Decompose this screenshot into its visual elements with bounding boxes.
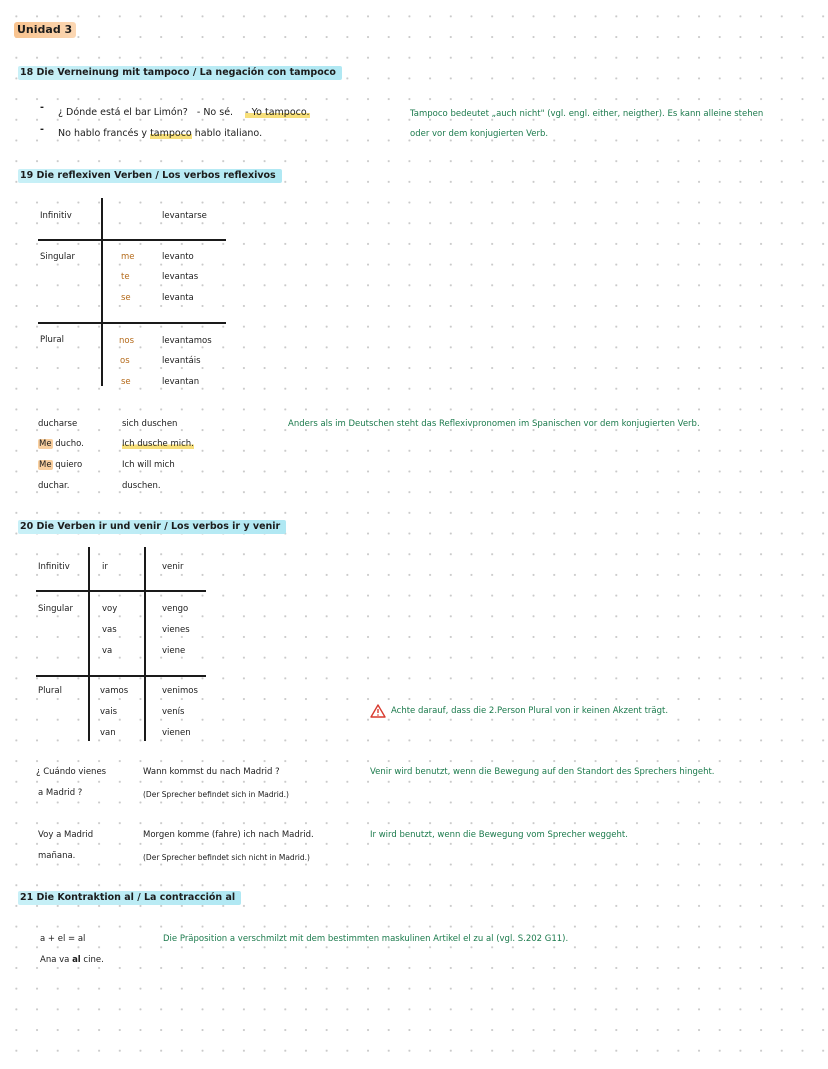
s18-ex2-pre: No hablo francés y [58,128,151,139]
s19-ex-line2 [38,439,84,449]
ir-form: vais [100,707,118,717]
table-hline [36,675,206,677]
col-infinitiv: Infinitiv [40,211,72,221]
venir-form: venimos [162,686,198,696]
ir-form: voy [102,604,118,614]
highlight-me: Me [39,460,52,470]
row-singular: Singular [38,604,73,614]
table-vline [101,198,103,386]
s18-ex1-answer: - No sé. [196,107,234,118]
bullet: - [40,124,44,135]
s21-formula: a + el = al [40,934,86,944]
section-21-heading: 21 Die Kontraktion al / La contracción al [18,891,241,905]
s20-ex2-de-line1: Morgen komme (fahre) ich nach Madrid. [143,830,314,840]
s21-example-al: al [72,955,81,965]
venir-form: vienes [162,625,190,635]
s20-note-ir: Ir wird benutzt, wenn die Bewegung vom Sprecher weggeht. [370,830,628,840]
s18-ex1-tampoco: - Yo tampoco. [245,107,310,118]
ir-form: vas [102,625,117,635]
table-hline [36,590,206,592]
s18-ex2-highlight: tampoco [150,128,192,139]
row-plural: Plural [40,335,64,345]
ir-form: va [102,646,113,656]
row-singular: Singular [40,252,75,262]
s18-example-1 [58,107,310,118]
s20-ex1-de-line2: (Der Sprecher befindet sich in Madrid.) [143,790,289,799]
s21-example [40,955,104,965]
verb-form: levanto [162,252,194,262]
ir-form: van [100,728,116,738]
s18-ex1-question: ¿ Dónde está el bar Limón? [58,107,188,118]
s20-warning [370,704,668,718]
s19-ex-de: Ich dusche mich. [122,439,194,449]
table-vline [144,547,146,741]
s21-example-pre: Ana va [40,955,73,965]
venir-form: vengo [162,604,189,614]
section-20-heading: 20 Die Verben ir und venir / Los verbos ir y venir [18,520,286,534]
verb-form: levantamos [162,336,212,346]
s19-ex-de: Ich will mich [122,460,175,470]
s20-ex1-es-line1: ¿ Cuándo vienes [36,767,107,777]
col-ir: ir [102,562,108,572]
s18-ex2-post: hablo italiano. [191,128,263,139]
s20-ex1-de-line1: Wann kommst du nach Madrid ? [143,767,280,777]
pronoun: nos [119,336,135,346]
verb-form: levantáis [162,356,201,366]
pronoun: me [121,252,135,262]
s20-ex1-es-line2: a Madrid ? [38,788,83,798]
pronoun: os [120,356,130,366]
table-hline [38,239,226,241]
table-vline [88,547,90,741]
s19-ex-word: quiero [55,460,83,470]
verb-form: levantan [162,377,200,387]
table-hline [38,322,226,324]
s18-note-line2: oder vor dem konjugierten Verb. [410,129,549,139]
pronoun: se [121,293,131,303]
s19-ex-line3 [38,460,82,470]
highlight-me: Me [39,439,52,449]
s19-note: Anders als im Deutschen steht das Reflexivpronomen im Spanischen vor dem konjugierten Verb. [288,419,700,429]
verb-form: levantas [162,272,199,282]
verb-form: levanta [162,293,194,303]
row-plural: Plural [38,686,62,696]
s21-note: Die Präposition a verschmilzt mit dem bestimmten maskulinen Artikel el zu al (vgl. S.202 G11). [163,934,569,944]
pronoun: te [121,272,130,282]
s19-ex-line4: duchar. [38,481,70,491]
s19-ex-de: sich duschen [122,419,178,429]
s20-ex2-es-line1: Voy a Madrid [38,830,94,840]
venir-form: vienen [162,728,191,738]
col-venir: venir [162,562,184,572]
s18-note-line1: Tampoco bedeutet „auch nicht" (vgl. engl. either, neigther). Es kann alleine stehen [410,109,764,119]
pronoun: se [121,377,131,387]
warning-icon [370,704,386,718]
venir-form: venís [162,707,185,717]
col-infinitiv: Infinitiv [38,562,70,572]
s19-ex-infinitive: ducharse [38,419,78,429]
s20-note-venir: Venir wird benutzt, wenn die Bewegung auf den Standort des Sprechers hingeht. [370,767,715,777]
s20-ex2-es-line2: mañana. [38,851,76,861]
section-19-heading: 19 Die reflexiven Verben / Los verbos reflexivos [18,169,282,183]
s19-ex-de: duschen. [122,481,161,491]
section-18-heading: 18 Die Verneinung mit tampoco / La negación con tampoco [18,66,342,80]
s18-example-2 [58,128,262,139]
s21-example-post: cine. [80,955,104,965]
ir-form: vamos [100,686,129,696]
bullet: - [40,102,44,113]
col-levantarse: levantarse [162,211,207,221]
venir-form: viene [162,646,186,656]
s20-ex2-de-line2: (Der Sprecher befindet sich nicht in Madrid.) [143,853,310,862]
s19-ex-word: ducho. [55,439,84,449]
unit-title: Unidad 3 [14,22,76,38]
s20-warning-text: Achte darauf, dass die 2.Person Plural von ir keinen Akzent trägt. [391,706,669,716]
